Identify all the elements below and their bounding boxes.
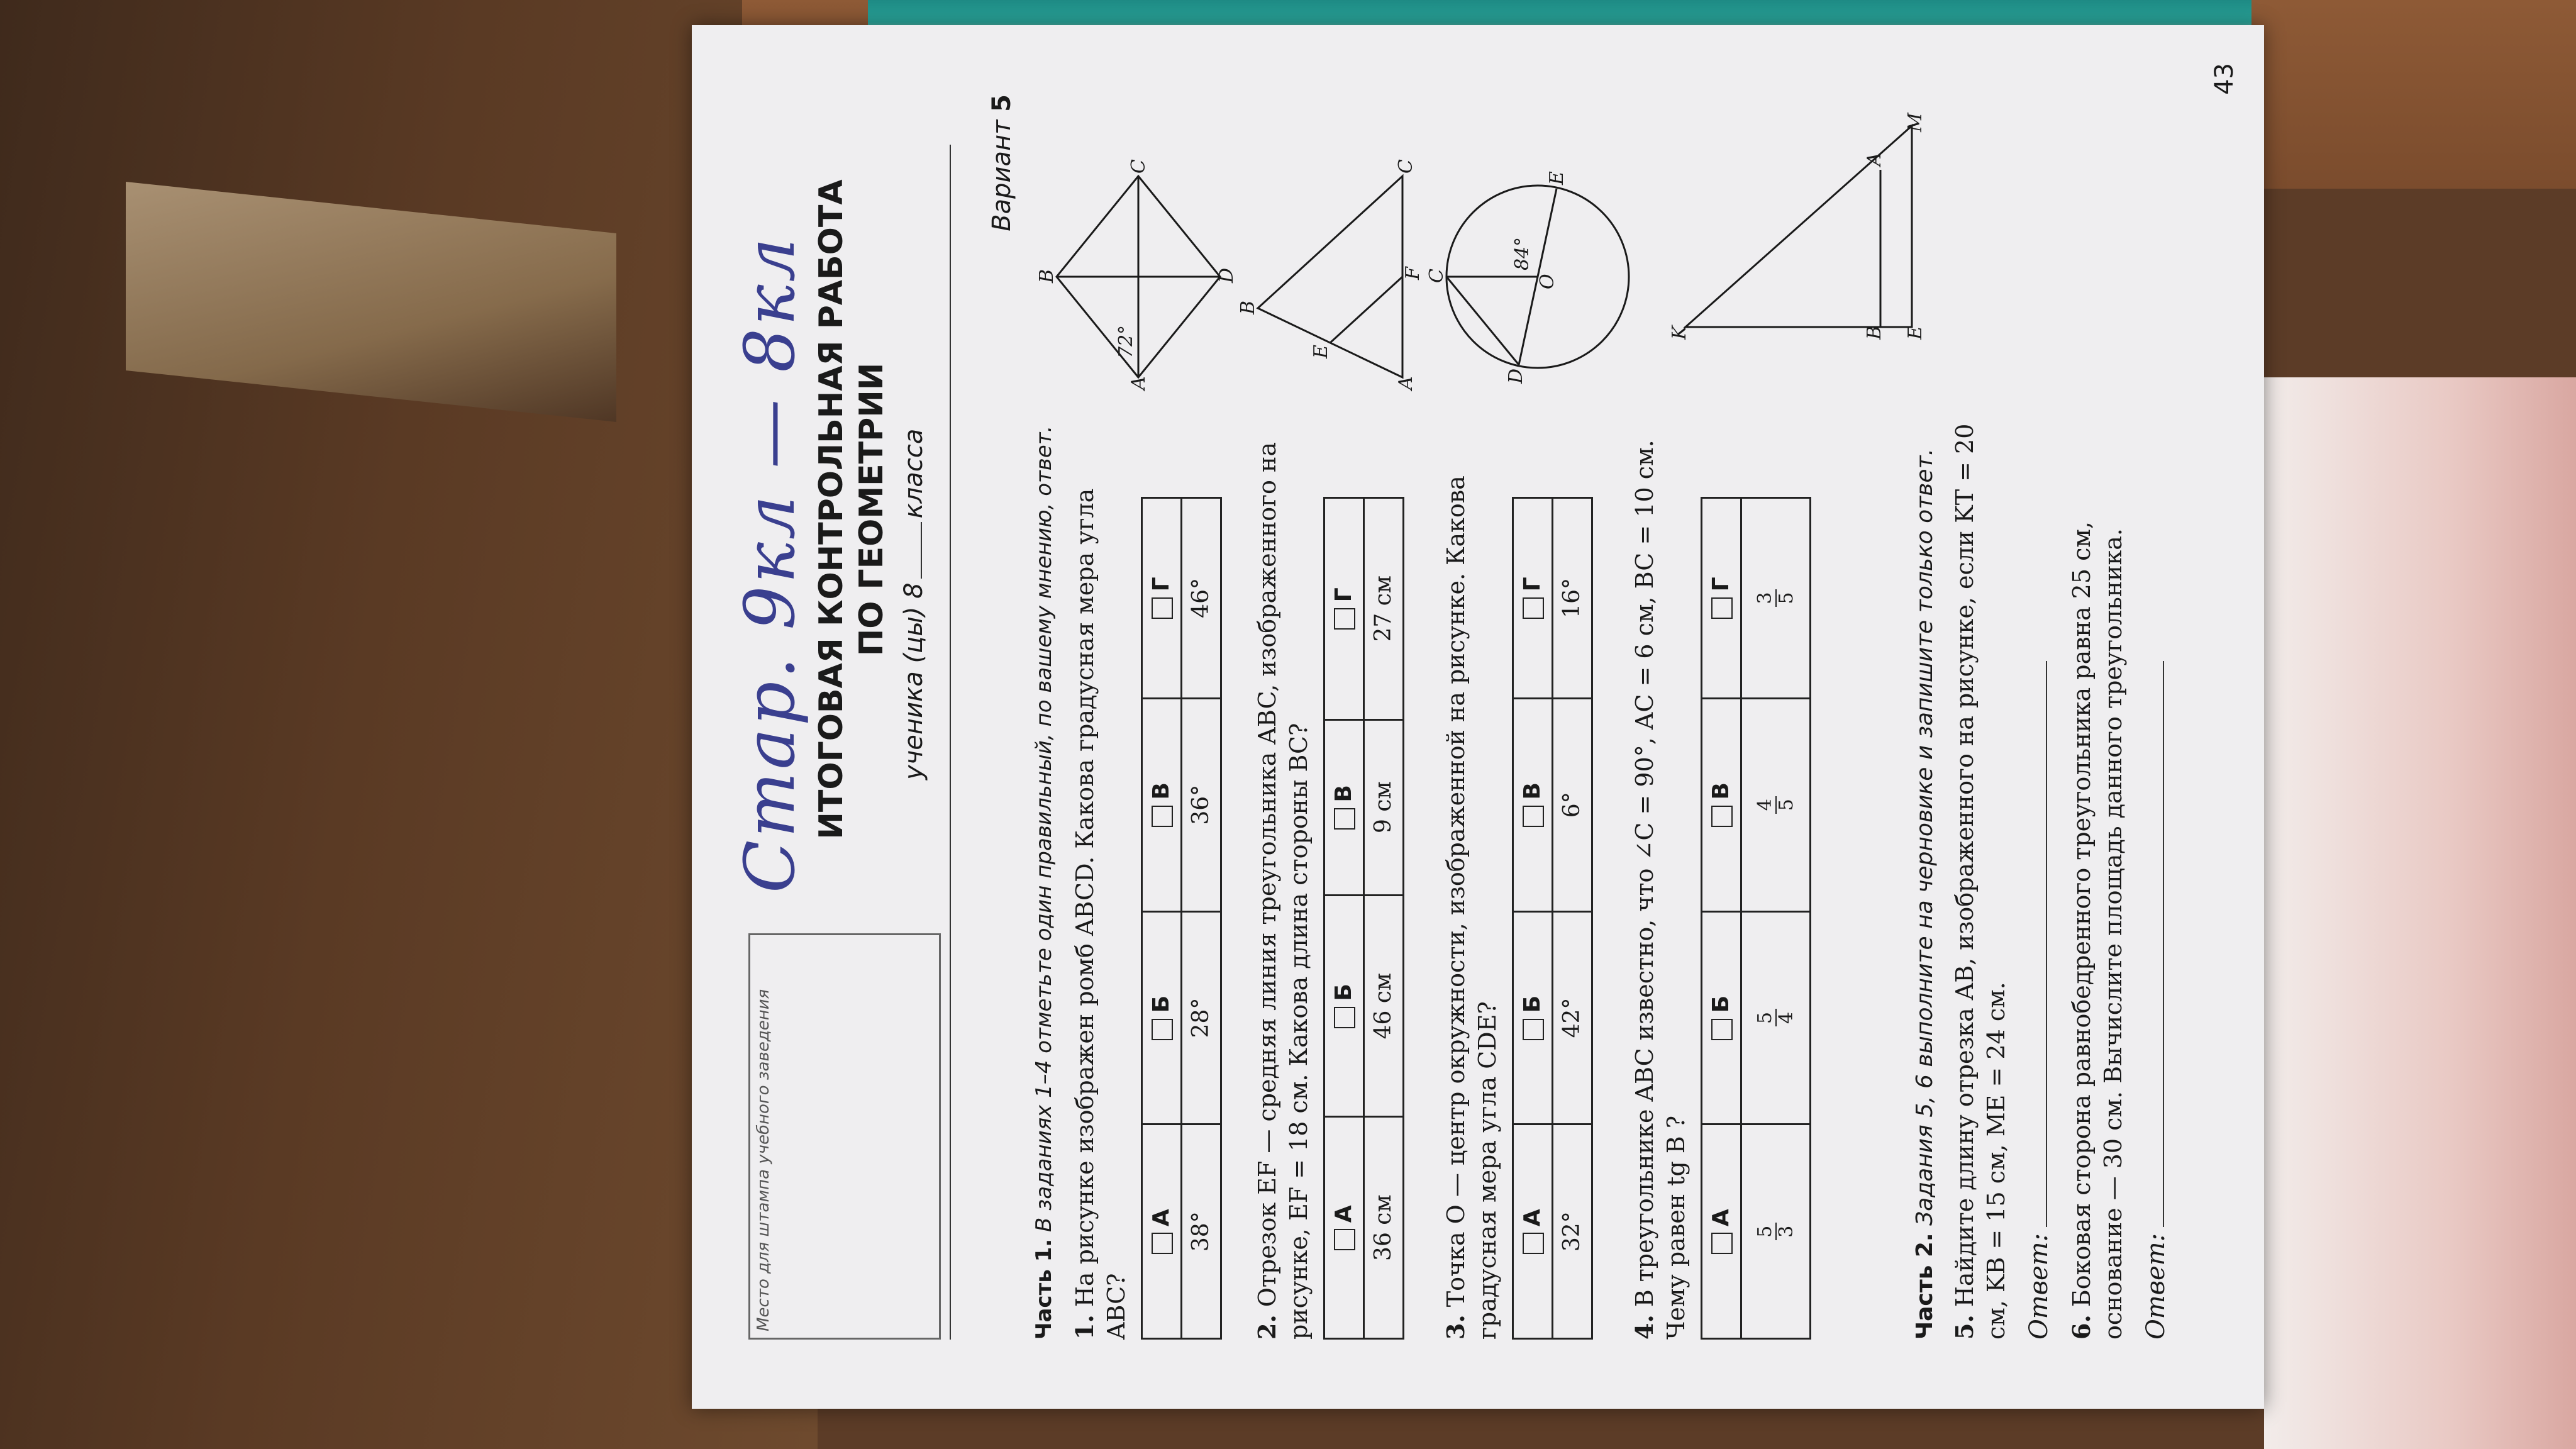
task-1-value-a: 38° <box>1182 1124 1221 1339</box>
name-underline <box>950 145 951 1340</box>
label-k: K <box>1668 325 1690 340</box>
task-2-value-g: 27 см <box>1364 498 1404 720</box>
label-c: C <box>1395 159 1417 174</box>
task-2-value-b: 46 см <box>1364 895 1404 1117</box>
checkbox[interactable] <box>1334 608 1355 630</box>
task-3-option-v[interactable]: В <box>1513 698 1553 911</box>
label-e: E <box>1546 171 1568 185</box>
task-1 <box>1069 428 1222 1340</box>
task-2 <box>1252 428 1404 1340</box>
task-4-answers <box>1701 497 1811 1340</box>
task-4-option-v[interactable]: В <box>1702 698 1741 911</box>
label-d: D <box>1216 267 1238 283</box>
class-blank <box>921 522 922 579</box>
checkbox[interactable] <box>1523 597 1544 619</box>
task-6-text: Боковая сторона равнобедренного треугольника равна 25 см, основание — 30 см. Вычислите площадь данного треугольника. <box>2068 521 2127 1340</box>
checkbox[interactable] <box>1711 597 1733 619</box>
task-3-number: 3. <box>1441 1314 1470 1340</box>
label-b: B <box>1237 300 1259 314</box>
student-prefix: ученика (цы) 8 <box>899 582 928 780</box>
task-2-value-v: 9 см <box>1364 719 1404 895</box>
task-1-number: 1. <box>1070 1314 1099 1340</box>
student-suffix: класса <box>899 428 928 519</box>
task-1-value-v: 36° <box>1182 698 1221 911</box>
task-4-fraction-g: 3 5 <box>1741 498 1811 699</box>
label-d: D <box>1505 368 1527 384</box>
checkbox[interactable] <box>1152 597 1173 619</box>
task-3-value-a: 32° <box>1553 1124 1592 1339</box>
task-4-fraction-a: 5 3 <box>1741 1124 1811 1339</box>
task-3-option-g[interactable]: Г <box>1513 498 1553 699</box>
triangle-figure <box>1237 159 1424 390</box>
task-1-text: На рисунке изображен ромб ABCD. Какова градусная мера угла ABC? <box>1071 488 1130 1340</box>
checkbox[interactable] <box>1334 808 1355 830</box>
checkbox[interactable] <box>1711 1233 1733 1254</box>
checkbox[interactable] <box>1711 1019 1733 1040</box>
stamp-label: Место для штампа учебного заведения <box>754 989 773 1331</box>
task-1-value-g: 46° <box>1182 498 1221 699</box>
task-1-option-a[interactable]: А <box>1142 1124 1182 1339</box>
task-4 <box>1629 428 1811 1340</box>
task-2-number: 2. <box>1253 1314 1281 1340</box>
task-1-option-b[interactable]: Б <box>1142 911 1182 1124</box>
circle-figure <box>1426 151 1641 402</box>
variant-label <box>987 94 1016 231</box>
task-4-option-g[interactable]: Г <box>1702 498 1741 699</box>
task-3-value-b: 42° <box>1553 911 1592 1124</box>
task-1-option-v[interactable]: В <box>1142 698 1182 911</box>
checkbox[interactable] <box>1152 1019 1173 1040</box>
checkbox[interactable] <box>1523 806 1544 827</box>
answer-label: Ответ: <box>2141 1233 2170 1340</box>
task-2-value-a: 36 см <box>1364 1117 1404 1339</box>
handwritten-note: Стар. 9кл — 8кл <box>730 235 810 893</box>
task-5-number: 5. <box>1950 1314 1979 1340</box>
task-3-option-b[interactable]: Б <box>1513 911 1553 1124</box>
pink-paper-stack <box>2264 377 2576 1449</box>
exam-sheet-area <box>629 0 2289 1449</box>
task-4-fraction-v: 4 5 <box>1741 698 1811 911</box>
task-6-number: 6. <box>2067 1314 2096 1340</box>
task-4-option-b[interactable]: Б <box>1702 911 1741 1124</box>
answer-line[interactable] <box>2163 661 2164 1227</box>
title-line-2: ПО ГЕОМЕТРИИ <box>853 362 891 657</box>
label-c: C <box>1128 159 1150 174</box>
answer-line[interactable] <box>2046 661 2047 1227</box>
angle-label: 72° <box>1115 325 1137 358</box>
checkbox[interactable] <box>1334 1007 1355 1028</box>
label-c: C <box>1426 269 1448 283</box>
variant-word: Вариант <box>987 119 1016 231</box>
task-3-text: Точка O — центр окружности, изображенной на рисунке. Какова градусная мера угла CDE? <box>1442 475 1501 1340</box>
task-5-answer[interactable] <box>2024 107 2053 1340</box>
checkbox[interactable] <box>1711 806 1733 827</box>
task-2-answers <box>1323 497 1404 1340</box>
exam-sheet <box>692 25 2264 1409</box>
angle-label: 84° <box>1511 236 1533 270</box>
label-e: E <box>1904 326 1926 340</box>
task-2-option-a[interactable]: А <box>1324 1117 1364 1339</box>
task-4-number: 4. <box>1630 1314 1658 1340</box>
label-m: M <box>1904 113 1926 132</box>
label-e: E <box>1310 345 1332 358</box>
task-3-option-a[interactable]: А <box>1513 1124 1553 1339</box>
stamp-box <box>748 933 941 1340</box>
task-2-option-g[interactable]: Г <box>1324 498 1364 720</box>
task-5-text: Найдите длину отрезка AB, изображенного на рисунке, если KT = 20 см, KB = 15 см, ME = 24 см. <box>1951 423 2010 1340</box>
task-3-value-v: 6° <box>1553 698 1592 911</box>
task-3-value-g: 16° <box>1553 498 1592 699</box>
checkbox[interactable] <box>1334 1229 1355 1250</box>
label-a: A <box>1128 376 1150 390</box>
label-b: B <box>1036 269 1058 283</box>
part2-title: Часть 2. <box>1912 1233 1938 1340</box>
right-triangles-figure <box>1668 113 1926 340</box>
variant-number: 5 <box>987 94 1016 112</box>
task-4-option-a[interactable]: А <box>1702 1124 1741 1339</box>
task-5 <box>1949 396 2012 1340</box>
task-6 <box>2066 396 2129 1340</box>
task-2-text: Отрезок EF — средняя линия треугольника ABC, изображенного на рисунке, EF = 18 см. Какова длина стороны BC? <box>1253 442 1313 1340</box>
checkbox[interactable] <box>1523 1019 1544 1040</box>
task-3-answers <box>1512 497 1593 1340</box>
label-b: B <box>1863 325 1885 340</box>
label-f: F <box>1402 267 1424 280</box>
checkbox[interactable] <box>1152 806 1173 827</box>
rhombus-figure <box>1036 159 1238 390</box>
label-a: A <box>1395 376 1417 390</box>
part2-header <box>1912 107 1938 1340</box>
task-1-option-g[interactable]: Г <box>1142 498 1182 699</box>
title-line-1: ИТОГОВАЯ КОНТРОЛЬНАЯ РАБОТА <box>813 179 850 840</box>
label-o: O <box>1536 274 1558 289</box>
task-2-option-v[interactable]: В <box>1324 719 1364 895</box>
part1-note: В заданиях 1–4 отметьте один правильный, по вашему мнению, ответ. <box>1031 425 1057 1232</box>
student-class-line <box>899 429 928 780</box>
task-6-answer[interactable] <box>2141 107 2170 1340</box>
answer-label: Ответ: <box>2024 1233 2053 1340</box>
task-1-answers <box>1141 497 1222 1340</box>
task-2-option-b[interactable]: Б <box>1324 895 1364 1117</box>
exam-title <box>811 101 892 918</box>
part1-title: Часть 1. <box>1031 1238 1057 1340</box>
checkbox[interactable] <box>1523 1233 1544 1254</box>
task-3 <box>1440 428 1593 1340</box>
checkbox[interactable] <box>1152 1233 1173 1254</box>
label-a: A <box>1863 152 1885 166</box>
page-number: 43 <box>2210 63 2239 95</box>
task-4-fraction-b: 5 4 <box>1741 911 1811 1124</box>
task-1-value-b: 28° <box>1182 911 1221 1124</box>
part2-section <box>1912 107 2170 1340</box>
task-4-text: В треугольнике ABC известно, что ∠C = 90°, AC = 6 см, BC = 10 см. Чему равен tg B ? <box>1631 440 1690 1340</box>
part2-note: Задания 5, 6 выполните на черновике и запишите только ответ. <box>1912 448 1938 1226</box>
